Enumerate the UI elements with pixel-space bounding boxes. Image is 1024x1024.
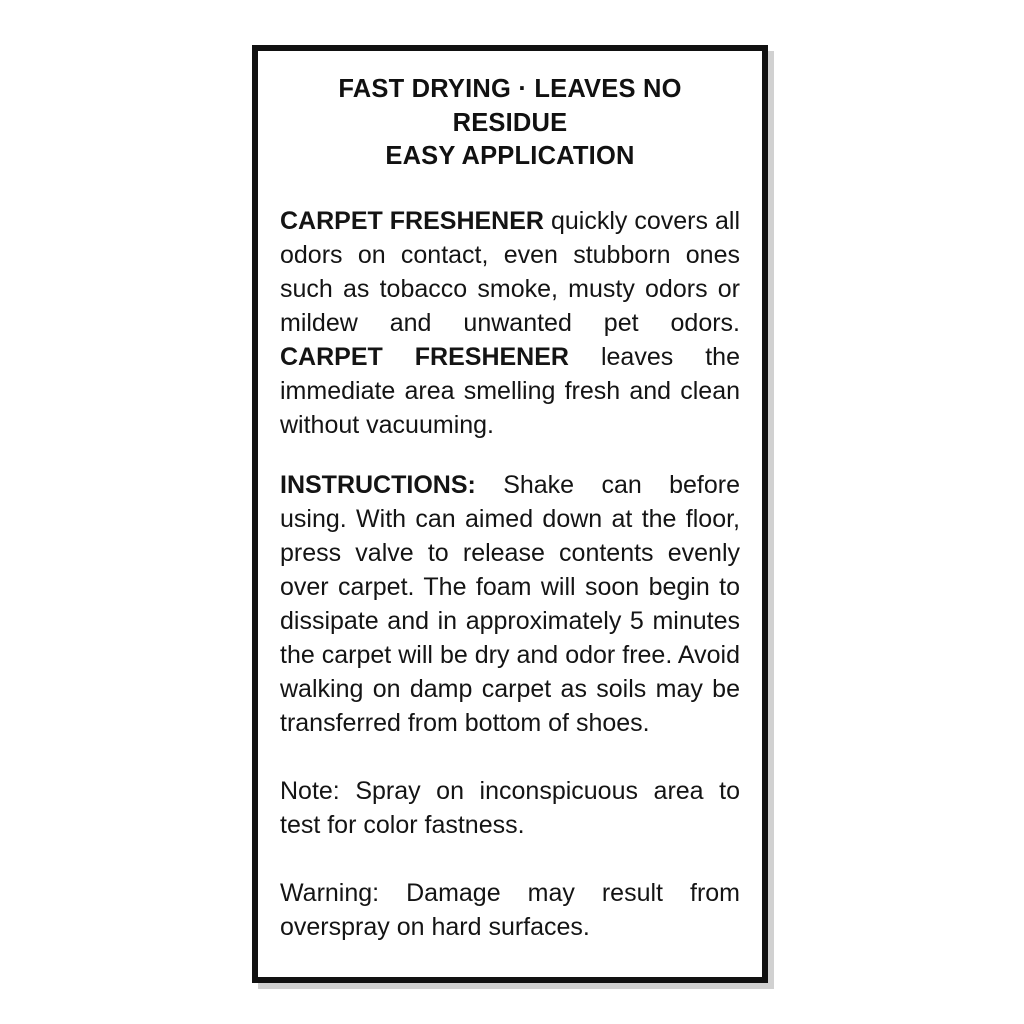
headline-line-1: FAST DRYING · LEAVES NO RESIDUE [338, 75, 682, 137]
paragraph-note: Note: Spray on inconspicuous area to test for color fastness. [280, 776, 740, 839]
product-label-panel [252, 45, 768, 983]
headline-line-2: EASY APPLICATION [385, 142, 635, 171]
instructions-lead-bold: INSTRUCTIONS: [280, 470, 476, 499]
description-text-2: leaves the immediate area smelling fresh and clean without vacuuming. [280, 342, 740, 439]
instructions-text: Shake can before using. With can aimed down at the floor, press valve to release contents evenly over carpet. The foam will soon begin to dissipate and in approximately 5 minutes the carpet will be dry and odor free. Avoid walking on damp carpet as soils may be transferred from bottom of shoes. [280, 470, 740, 737]
description-lead-bold: CARPET FRESHENER [280, 206, 544, 235]
description-text-1: quickly covers all odors on contact, even stubborn ones such as tobacco smoke, musty odors or mildew and unwanted pet odors. [280, 206, 740, 337]
description-second-bold: CARPET FRESHENER [280, 342, 569, 371]
paragraph-description [280, 204, 740, 442]
paragraph-instructions [280, 468, 740, 740]
paragraph-warning: Warning: Damage may result from overspray on hard surfaces. [280, 878, 740, 941]
label-headline [280, 73, 740, 174]
label-content [258, 51, 762, 977]
